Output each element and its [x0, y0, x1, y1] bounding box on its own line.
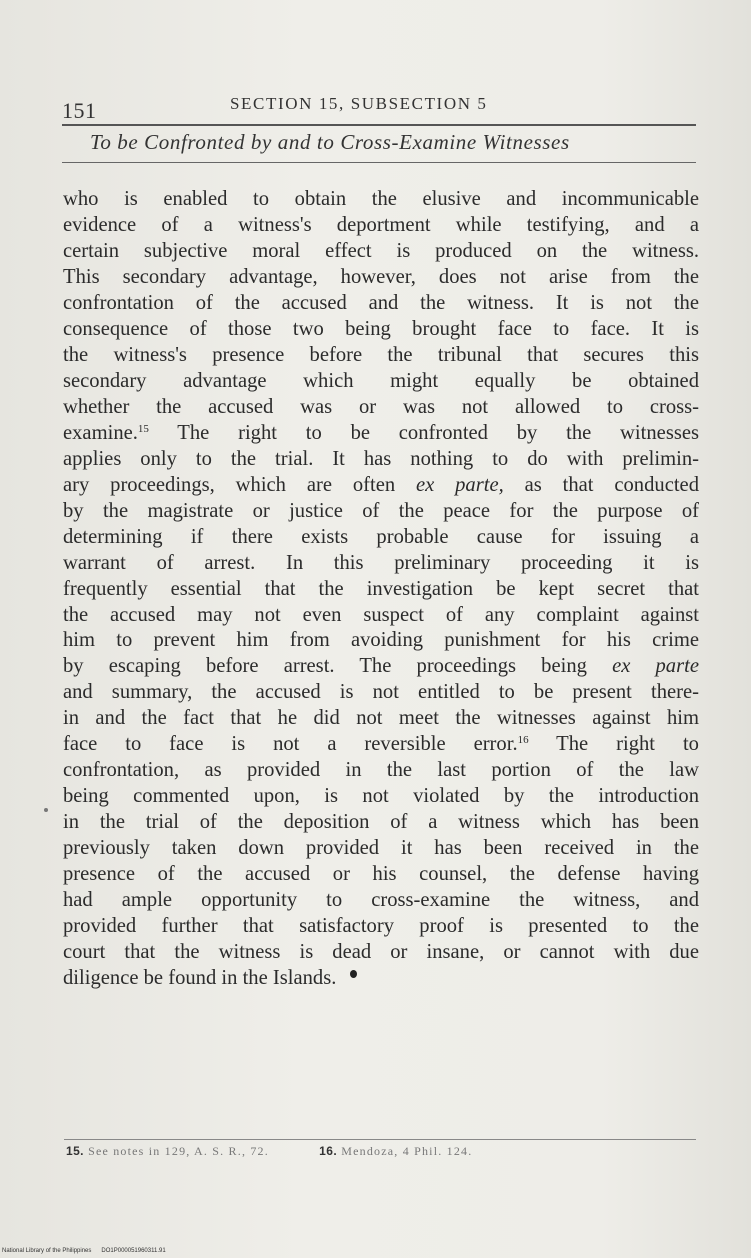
- footnote-rule: [64, 1139, 696, 1140]
- archive-label: [2, 1248, 166, 1254]
- footnote-16: [319, 1144, 472, 1158]
- text-line: in and the fact that he did not meet the witnesses against him: [63, 707, 699, 730]
- text-line: frequently essential that the investigation be kept secret that: [63, 577, 699, 600]
- text-line: consequence of those two being brought face to face. It is: [63, 317, 699, 340]
- end-mark-icon: [350, 970, 357, 978]
- page-header: [62, 94, 696, 124]
- text-segment: examine.: [63, 421, 138, 444]
- footnote-ref-16: 16: [517, 734, 529, 747]
- footnote-text: Mendoza, 4 Phil. 124.: [337, 1144, 473, 1158]
- section-subtitle: To be Confronted by and to Cross-Examine Witnesses: [90, 130, 570, 154]
- text-line: determining if there exists probable cause for issuing a: [63, 525, 699, 548]
- text-segment: face to face is not a reversible error.: [63, 733, 518, 756]
- footnotes: [66, 1144, 472, 1159]
- text-line: whether the accused was or was not allowed to cross-: [63, 395, 699, 418]
- text-line: had ample opportunity to cross-examine the witness, and: [63, 889, 699, 912]
- text-line: being commented upon, is not violated by the introduction: [63, 785, 699, 808]
- text-line: the witness's presence before the tribunal that secures this: [63, 343, 699, 366]
- text-line: confrontation, as provided in the last portion of the law: [63, 759, 699, 782]
- text-segment: by escaping before arrest. The proceedings being: [63, 655, 613, 678]
- text-line: evidence of a witness's deportment while testifying, and a: [63, 213, 699, 236]
- text-line: provided further that satisfactory proof is presented to the: [63, 915, 699, 938]
- text-line: certain subjective moral effect is produced on the witness.: [63, 239, 699, 262]
- archive-institution: National Library of the Philippines: [2, 1248, 92, 1254]
- text-line: previously taken down provided it has been received in the: [63, 837, 699, 860]
- header-rule: [62, 124, 696, 126]
- text-segment: diligence be found in the Islands.: [63, 967, 337, 990]
- text-segment: ary proceedings, which are often: [63, 473, 416, 496]
- text-line: and summary, the accused is not entitled to be present there-: [63, 681, 699, 704]
- body-text: [63, 187, 699, 992]
- text-line: [63, 473, 699, 499]
- italic-term: ex parte,: [416, 473, 504, 496]
- text-line: who is enabled to obtain the elusive and incommunicable: [63, 188, 699, 210]
- footnote-number: 16.: [319, 1144, 338, 1158]
- footnote-text: See notes in 129, A. S. R., 72.: [83, 1144, 269, 1158]
- archive-record-id: DO1P000051960311.91: [101, 1248, 166, 1254]
- text-line: confrontation of the accused and the witness. It is not the: [63, 291, 699, 314]
- text-line: warrant of arrest. In this preliminary proceeding it is: [63, 551, 699, 574]
- text-line: [63, 421, 699, 447]
- text-line: applies only to the trial. It has nothing to do with prelimin-: [63, 447, 699, 470]
- text-line: This secondary advantage, however, does not arise from the: [63, 265, 699, 288]
- italic-term: ex parte: [612, 655, 699, 678]
- text-line: in the trial of the deposition of a witness which has been: [63, 811, 699, 834]
- margin-dot-icon: [44, 808, 48, 812]
- text-segment: The right to: [528, 733, 699, 756]
- footnote-ref-15: 15: [137, 422, 149, 435]
- text-line: [63, 966, 699, 992]
- text-line: court that the witness is dead or insane, or cannot with due: [63, 941, 699, 964]
- text-line: by the magistrate or justice of the peace for the purpose of: [63, 499, 699, 522]
- text-line: him to prevent him from avoiding punishment for his crime: [63, 629, 699, 652]
- text-segment: as that conducted: [503, 473, 699, 496]
- text-line: presence of the accused or his counsel, the defense having: [63, 863, 699, 886]
- footnote-15: [66, 1144, 269, 1158]
- page-number: 151: [62, 98, 97, 123]
- text-line: [63, 732, 699, 758]
- text-line: [63, 654, 699, 680]
- footnote-number: 15.: [66, 1144, 84, 1158]
- text-line: secondary advantage which might equally be obtained: [63, 369, 699, 392]
- text-line: the accused may not even suspect of any complaint against: [63, 603, 699, 626]
- subtitle-rule: [62, 162, 696, 163]
- running-head: SECTION 15, SUBSECTION 5: [230, 94, 488, 113]
- text-segment: The right to be confronted by the witnesses: [148, 421, 699, 444]
